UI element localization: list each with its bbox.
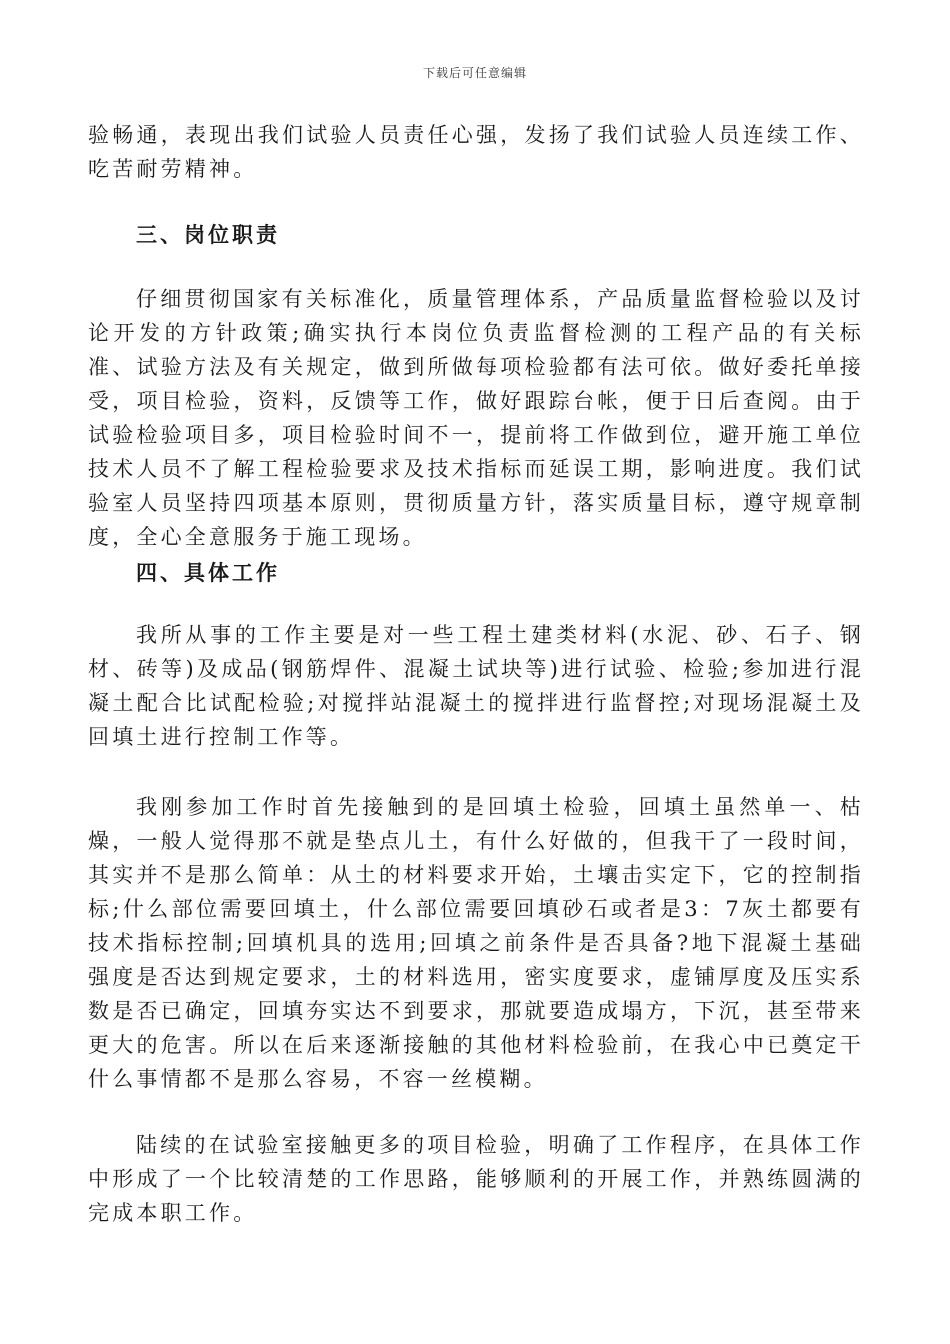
paragraph-work-1: 我所从事的工作主要是对一些工程土建类材料(水泥、砂、石子、钢材、砖等)及成品(钢筋焊件、混凝土试块等)进行试验、检验;参加进行混凝土配合比试配检验;对搅拌站混凝土的搅拌进行监督控;对现场混凝土及回填土进行控制工作等。 — [88, 623, 864, 749]
header-note: 下载后可任意编辑 — [422, 66, 527, 80]
section-heading-work: 四、具体工作 — [136, 560, 280, 585]
paragraph-work-2: 我刚参加工作时首先接触到的是回填土检验，回填土虽然单一、枯燥，一般人觉得那不就是垫点儿土，有什么好做的，但我干了一段时间，其实并不是那么简单：从土的材料要求开始，土壤击实定下，它的控制指标;什么部位需要回填土，什么部位需要回填砂石或者是3：7灰土都要有技术指标控制;回填机具的选用;回填之前条件是否具备?地下混凝土基础强度是否达到规定要求，土的材料选用，密实度要求，虚铺厚度及压实系数是否已确定，回填夯实达不到要求，那就要造成塌方，下沉，甚至带来更大的危害。所以在后来逐渐接触的其他材料检验前，在我心中已奠定干什么事情都不是那么容易，不容一丝模糊。 — [88, 795, 864, 1091]
paragraph-continuation: 验畅通，表现出我们试验人员责任心强，发扬了我们试验人员连续工作、吃苦耐劳精神。 — [88, 123, 864, 181]
section-heading-duties: 三、岗位职责 — [136, 222, 280, 247]
paragraph-duties: 仔细贯彻国家有关标准化，质量管理体系，产品质量监督检验以及讨论开发的方针政策;确实执行本岗位负责监督检测的工程产品的有关标准、试验方法及有关规定，做到所做每项检验都有法可依。做好委托单接受，项目检验，资料，反馈等工作，做好跟踪台帐，便于日后查阅。由于试验检验项目多，项目检验时间不一，提前将工作做到位，避开施工单位技术人员不了解工程检验要求及技术指标而延误工期，影响进度。我们试验室人员坚持四项基本原则，贯彻质量方针，落实质量目标，遵守规章制度，全心全意服务于施工现场。 — [88, 287, 864, 549]
paragraph-work-3: 陆续的在试验室接触更多的项目检验，明确了工作程序，在具体工作中形成了一个比较清楚的工作思路，能够顺利的开展工作，并熟练圆满的完成本职工作。 — [88, 1133, 864, 1225]
